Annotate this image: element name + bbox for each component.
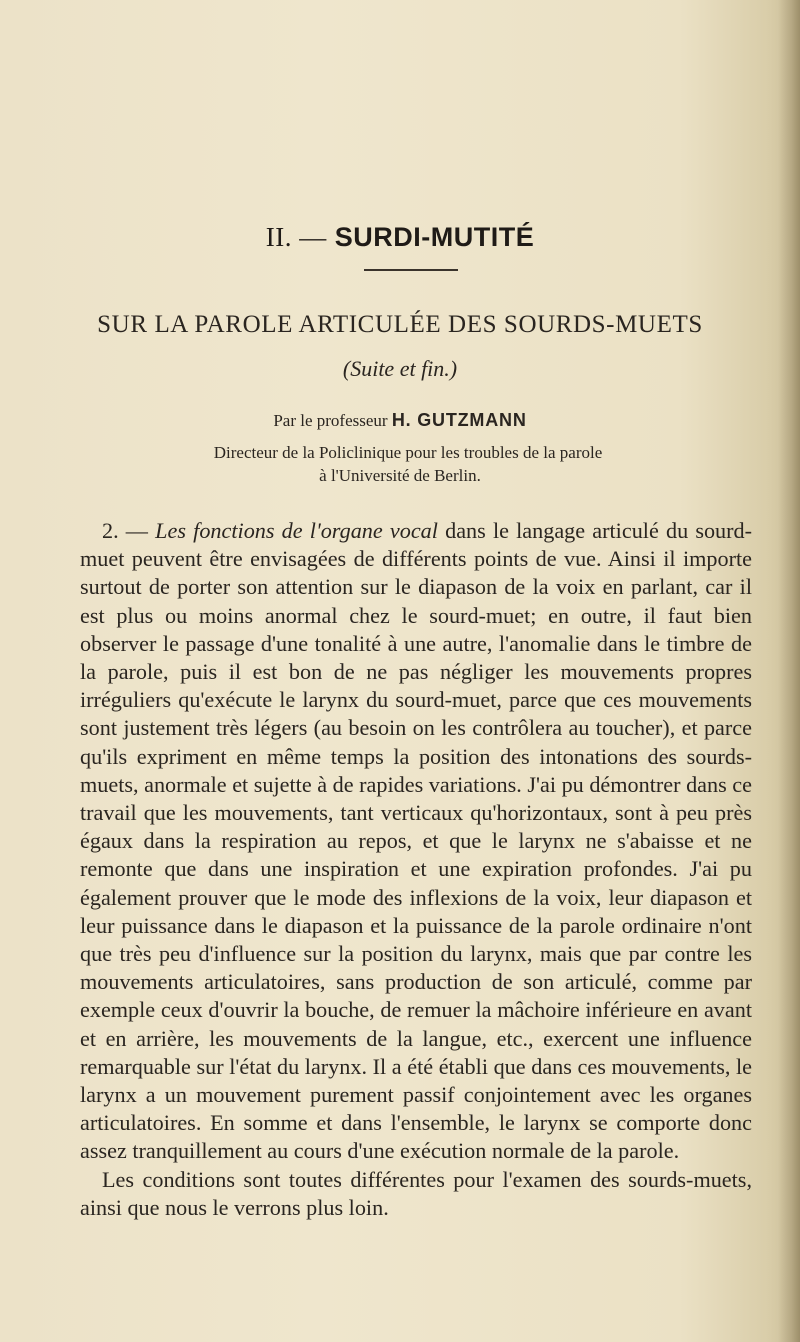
page-edge-shadow xyxy=(778,0,800,1342)
author-affiliation-2: à l'Université de Berlin. xyxy=(319,466,481,485)
author-affiliation-1: Directeur de la Policlinique pour les troubles de la parole xyxy=(213,443,603,462)
author-line xyxy=(0,410,800,431)
article-title: SUR LA PAROLE ARTICULÉE DES SOURDS-MUETS xyxy=(97,311,703,338)
paragraph xyxy=(80,517,752,1166)
paragraph xyxy=(80,1166,752,1222)
section-heading xyxy=(0,222,800,253)
paragraph-emphasis: Les fonctions de l'organe vocal xyxy=(155,518,438,543)
author-prefix: Par le professeur xyxy=(273,411,388,430)
paragraph-lead: 2. — xyxy=(102,518,156,543)
section-number: II. — xyxy=(265,222,327,252)
body-text xyxy=(80,517,752,1222)
paragraph-text: Les conditions sont toutes différentes pour l'examen des sourds-muets, ainsi que nous le verrons plus loin. xyxy=(80,1166,752,1220)
section-name: SURDI-MUTITÉ xyxy=(334,222,535,252)
heading-rule xyxy=(364,269,458,271)
article-subtitle: (Suite et fin.) xyxy=(342,356,458,381)
author-name: H. GUTZMANN xyxy=(391,410,527,430)
paragraph-text: dans le langage articulé du sourd-muet peuvent être envisagées de différents points de vue. Ainsi il importe surtout de porter son attention sur le diapason de la voix en parlant, car il est plus ou moins anormal chez le sourd-muet; en outre, il faut bien observer le passage d'une tonalité à une autre, l'anomalie dans le timbre de la parole, puis il est bon de ne pas négliger les mouvements propres irréguliers qu'exécute le larynx du sourd-muet, parce que ces mouvements sont justement très légers (au besoin on les contrôlera au toucher), et parce qu'ils expriment en même temps la position des intonations des sourds-muets, anormale et sujette à de rapides variations. J'ai pu démontrer dans ce travail que les mouvements, tant verticaux qu'horizontaux, sont à peu près égaux dans la respiration au repos, et que le larynx ne s'abaisse et ne remonte que dans une inspiration et une expiration profondes. J'ai pu également prouver que le mode des inflexions de la voix, leur diapason et leur puissance dans le diapason et la puissance de la parole ordinaire n'ont que très peu d'influence sur la position du larynx, mais que par contre les mouvements articulatoires, sans production de son articulé, comme par exemple ceux d'ouvrir la bouche, de remuer la mâchoire inférieure en avant et en arrière, les mouvements de la langue, etc., exercent une influence remarquable sur l'état du larynx. Il a été établi que dans ces mouvements, le larynx a un mouvement purement passif conjointement avec les organes articulatoires. En somme et dans l'ensemble, le larynx se comporte donc assez tranquillement au cours d'une exécution normale de la parole. xyxy=(80,518,753,1164)
